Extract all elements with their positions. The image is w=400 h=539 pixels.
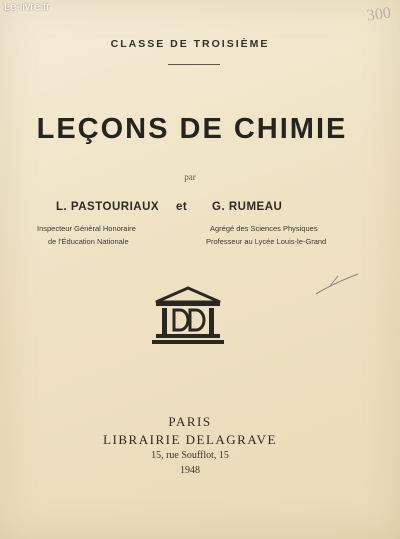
author-2-role-line-2: Professeur au Lycée Louis-le-Grand — [206, 237, 327, 246]
author-1-role-line-2: de l'Éducation Nationale — [48, 237, 129, 246]
author-2-name: G. RUMEAU — [212, 201, 283, 213]
publisher-name: LIBRAIRIE DELAGRAVE — [103, 432, 277, 447]
publisher-address: 15, rue Soufflot, 15 — [151, 450, 229, 461]
class-level: CLASSE DE TROISIÈME — [110, 38, 270, 50]
author-conjunction: et — [176, 201, 188, 213]
divider-rule — [168, 64, 220, 65]
publication-year: 1948 — [180, 465, 200, 476]
pen-scribble-mark — [312, 270, 362, 298]
book-title: LEÇONS DE CHIMIE — [36, 113, 348, 145]
by-label: par — [184, 172, 196, 182]
author-2-role-line-1: Agrégé des Sciences Physiques — [210, 224, 318, 233]
author-1-role-line-1: Inspecteur Général Honoraire — [37, 224, 136, 233]
watermark: Le-livre.fr — [4, 1, 50, 13]
publisher-temple-logo-icon — [152, 286, 224, 346]
publisher-city: PARIS — [168, 414, 212, 429]
author-1-name: L. PASTOURIAUX — [56, 201, 160, 213]
pencil-price-mark: 300 — [365, 4, 392, 25]
